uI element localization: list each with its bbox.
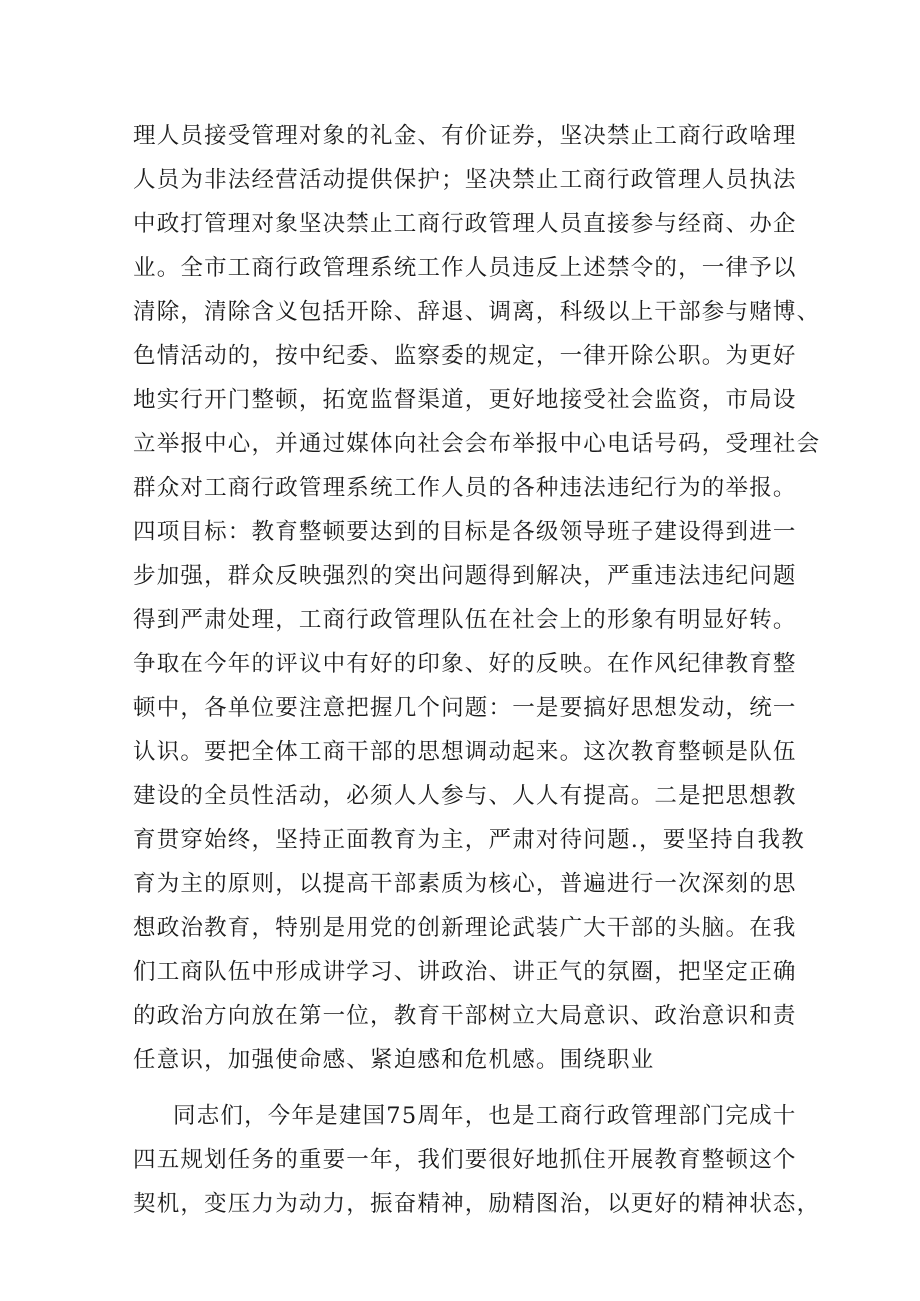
text-line: 理人员接受管理对象的礼金、有价证券，坚决禁止工商行政啥理 [133, 123, 797, 149]
text-line: 立举报中心，并通过媒体向社会会布举报中心电话号码，受理社会 [133, 431, 821, 457]
text-line: 群众对工商行政管理系统工作人员的各种违法违纪行为的举报。 [133, 475, 797, 501]
text-line: 育为主的原则，以提高干部素质为核心，普遍进行一次深刻的思 [133, 871, 797, 897]
text-line: 任意识，加强使命感、紧迫感和危机感。围绕职业 [133, 1047, 655, 1073]
text-line: 顿中，各单位要注意把握几个问题：一是要搞好思想发动，统一 [133, 695, 797, 721]
text-line: 育贯穿始终，坚持正面教育为主，严肃对待问题.，要坚持自我教 [133, 827, 805, 853]
text-line: 步加强，群众反映强烈的突出问题得到解决，严重违法违纪问题 [133, 563, 797, 589]
paragraph-2 [133, 1094, 821, 1226]
text-line: 同志们，今年是建国75周年，也是工商行政管理部门完成十 [173, 1103, 797, 1129]
text-line: 业。全市工商行政管理系统工作人员违反上述禁令的，一律予以 [133, 255, 797, 281]
text-line: 中政打管理对象坚决禁止工商行政管理人员直接参与经商、办企 [133, 211, 797, 237]
text-line: 地实行开门整顿，拓宽监督渠道，更好地接受社会监资，市局设 [133, 387, 797, 413]
text-line: 建设的全员性活动，必须人人参与、人人有提高。二是把思想教 [133, 783, 797, 809]
text-line: 想政治教育，特别是用党的创新理论武装广大干部的头脑。在我 [133, 915, 797, 941]
text-line: 色情活动的，按中纪委、监察委的规定，一律开除公职。为更好 [133, 343, 797, 369]
text-line: 四项目标：教育整顿要达到的目标是各级领导班子建设得到进一 [133, 519, 797, 545]
paragraph-continued [133, 114, 821, 1082]
text-line: 们工商队伍中形成讲学习、讲政治、讲正气的氛圈，把坚定正确 [133, 959, 797, 985]
text-line: 得到严肃处理，工商行政管理队伍在社会上的形象有明显好转。 [133, 607, 797, 633]
text-line: 人员为非法经营活动提供保护；坚决禁止工商行政管理人员执法 [133, 167, 797, 193]
text-line: 的政治方向放在第一位，教育干部树立大局意识、政治意识和责 [133, 1003, 797, 1029]
text-line: 四五规划任务的重要一年，我们要很好地抓住开展教育整顿这个 [133, 1147, 797, 1173]
text-line: 清除，清除含义包括开除、辞退、调离，科级以上干部参与赌博、 [133, 299, 821, 325]
text-line: 契机，变压力为动力，振奋精神，励精图治，以更好的精神状态， [133, 1191, 821, 1217]
text-line: 争取在今年的评议中有好的印象、好的反映。在作风纪律教育整 [133, 651, 797, 677]
text-line: 认识。要把全体工商干部的思想调动起来。这次教育整顿是队伍 [133, 739, 797, 765]
